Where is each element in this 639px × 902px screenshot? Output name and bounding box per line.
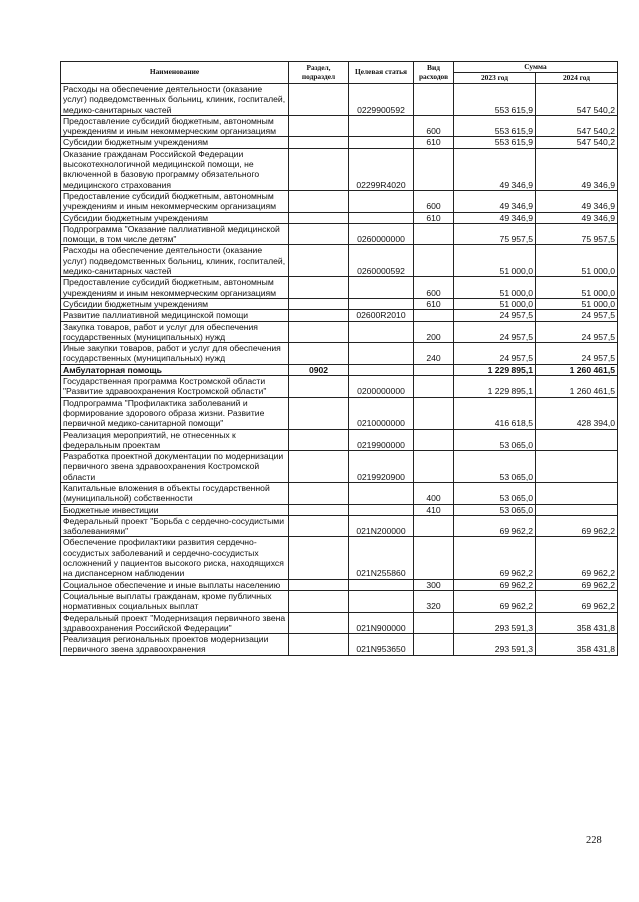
cell-name: Расходы на обеспечение деятельности (оказание услуг) подведомственных больниц, клиник, госпиталей, медико-санитарных частей	[61, 84, 289, 116]
cell-section	[289, 298, 349, 309]
cell-sum-2023: 53 065,0	[454, 429, 536, 451]
cell-sum-2024: 51 000,0	[536, 245, 618, 277]
cell-name: Разработка проектной документации по модернизации первичного звена здравоохранения Костромской области	[61, 451, 289, 483]
cell-name: Капитальные вложения в объекты государственной (муниципальной) собственности	[61, 482, 289, 504]
cell-sum-2024: 69 962,2	[536, 537, 618, 579]
cell-sum-2024: 49 346,9	[536, 190, 618, 212]
cell-section	[289, 537, 349, 579]
cell-kind	[414, 376, 454, 398]
cell-target: 02600R2010	[349, 310, 414, 321]
cell-sum-2024: 547 540,2	[536, 115, 618, 137]
table-row	[61, 376, 618, 398]
table-row	[61, 321, 618, 343]
table-header	[61, 62, 618, 84]
table-row	[61, 223, 618, 245]
cell-name: Реализация региональных проектов модернизации первичного звена здравоохранения	[61, 634, 289, 656]
cell-sum-2024: 51 000,0	[536, 298, 618, 309]
cell-sum-2024: 428 394,0	[536, 397, 618, 429]
cell-kind: 600	[414, 277, 454, 299]
cell-name: Подпрограмма "Профилактика заболеваний и формирование здорового образа жизни. Развитие первичной медико-санитарной помощи"	[61, 397, 289, 429]
cell-sum-2023: 53 065,0	[454, 451, 536, 483]
page-number: 228	[586, 835, 602, 846]
header-kind: Вид расходов	[414, 62, 454, 84]
header-target: Целевая статья	[349, 62, 414, 84]
cell-name: Оказание гражданам Российской Федерации высокотехнологичной медицинской помощи, не включенной в базовую программу обязательного медицинского страхования	[61, 148, 289, 190]
cell-name: Субсидии бюджетным учреждениям	[61, 212, 289, 223]
cell-kind	[414, 245, 454, 277]
table-row	[61, 634, 618, 656]
table-row	[61, 364, 618, 375]
cell-section	[289, 515, 349, 537]
cell-sum-2023: 24 957,5	[454, 343, 536, 365]
cell-target: 021N200000	[349, 515, 414, 537]
table-row	[61, 482, 618, 504]
table-row	[61, 277, 618, 299]
cell-sum-2023: 69 962,2	[454, 590, 536, 612]
table-body	[61, 84, 618, 656]
cell-name: Предоставление субсидий бюджетным, автономным учреждениям и иным некоммерческим организациям	[61, 277, 289, 299]
cell-section	[289, 245, 349, 277]
cell-sum-2024: 49 346,9	[536, 212, 618, 223]
cell-sum-2024	[536, 451, 618, 483]
cell-section	[289, 310, 349, 321]
cell-kind: 600	[414, 190, 454, 212]
cell-sum-2024: 24 957,5	[536, 310, 618, 321]
cell-kind: 300	[414, 579, 454, 590]
cell-kind	[414, 84, 454, 116]
cell-kind: 610	[414, 137, 454, 148]
cell-kind	[414, 634, 454, 656]
cell-sum-2024	[536, 429, 618, 451]
cell-sum-2023: 69 962,2	[454, 515, 536, 537]
cell-sum-2023: 51 000,0	[454, 298, 536, 309]
cell-sum-2024	[536, 482, 618, 504]
header-year-2024: 2024 год	[536, 73, 618, 84]
cell-sum-2023: 49 346,9	[454, 148, 536, 190]
cell-name: Социальное обеспечение и иные выплаты населению	[61, 579, 289, 590]
cell-section	[289, 579, 349, 590]
cell-section	[289, 148, 349, 190]
cell-kind	[414, 429, 454, 451]
cell-sum-2023: 49 346,9	[454, 212, 536, 223]
cell-target: 021N953650	[349, 634, 414, 656]
cell-sum-2024: 547 540,2	[536, 84, 618, 116]
cell-target	[349, 212, 414, 223]
table-row	[61, 245, 618, 277]
cell-sum-2023: 53 065,0	[454, 504, 536, 515]
header-year-2023: 2023 год	[454, 73, 536, 84]
table-row	[61, 137, 618, 148]
cell-kind: 320	[414, 590, 454, 612]
header-sum: Сумма	[454, 62, 618, 73]
table-row	[61, 84, 618, 116]
table-row	[61, 451, 618, 483]
cell-target	[349, 590, 414, 612]
cell-sum-2023: 53 065,0	[454, 482, 536, 504]
cell-sum-2024: 24 957,5	[536, 321, 618, 343]
cell-name: Развитие паллиативной медицинской помощи	[61, 310, 289, 321]
cell-target	[349, 343, 414, 365]
cell-section	[289, 482, 349, 504]
cell-sum-2024: 1 260 461,5	[536, 376, 618, 398]
cell-name: Реализация мероприятий, не отнесенных к федеральным проектам	[61, 429, 289, 451]
cell-name: Закупка товаров, работ и услуг для обеспечения государственных (муниципальных) нужд	[61, 321, 289, 343]
cell-target: 0260000000	[349, 223, 414, 245]
cell-sum-2023: 51 000,0	[454, 245, 536, 277]
cell-sum-2024: 358 431,8	[536, 634, 618, 656]
table-row	[61, 537, 618, 579]
cell-sum-2023: 293 591,3	[454, 612, 536, 634]
cell-kind	[414, 451, 454, 483]
cell-name: Расходы на обеспечение деятельности (оказание услуг) подведомственных больниц, клиник, госпиталей, медико-санитарных частей	[61, 245, 289, 277]
cell-name: Федеральный проект "Борьба с сердечно-сосудистыми заболеваниями"	[61, 515, 289, 537]
cell-section	[289, 612, 349, 634]
table-row	[61, 190, 618, 212]
cell-sum-2023: 553 615,9	[454, 115, 536, 137]
cell-target: 0200000000	[349, 376, 414, 398]
cell-sum-2024: 547 540,2	[536, 137, 618, 148]
table-row	[61, 612, 618, 634]
cell-name: Подпрограмма "Оказание паллиативной медицинской помощи, в том числе детям"	[61, 223, 289, 245]
cell-sum-2024: 69 962,2	[536, 590, 618, 612]
cell-section	[289, 451, 349, 483]
cell-section	[289, 115, 349, 137]
cell-section	[289, 397, 349, 429]
table-row	[61, 212, 618, 223]
cell-target	[349, 482, 414, 504]
cell-section	[289, 84, 349, 116]
cell-name: Государственная программа Костромской области "Развитие здравоохранения Костромской области"	[61, 376, 289, 398]
cell-name: Обеспечение профилактики развития сердечно-сосудистых заболеваний и сердечно-сосудистых осложнений у пациентов высокого риска, находящихся на диспансерном наблюдении	[61, 537, 289, 579]
cell-section	[289, 321, 349, 343]
cell-sum-2024: 1 260 461,5	[536, 364, 618, 375]
header-name: Наименование	[61, 62, 289, 84]
cell-target	[349, 298, 414, 309]
cell-kind	[414, 515, 454, 537]
cell-sum-2023: 24 957,5	[454, 310, 536, 321]
cell-section	[289, 376, 349, 398]
cell-name: Субсидии бюджетным учреждениям	[61, 298, 289, 309]
cell-sum-2023: 24 957,5	[454, 321, 536, 343]
cell-section	[289, 277, 349, 299]
table-row	[61, 397, 618, 429]
cell-sum-2024	[536, 504, 618, 515]
cell-name: Предоставление субсидий бюджетным, автономным учреждениям и иным некоммерческим организациям	[61, 190, 289, 212]
cell-kind	[414, 397, 454, 429]
cell-target: 0260000592	[349, 245, 414, 277]
cell-sum-2024: 358 431,8	[536, 612, 618, 634]
cell-kind: 610	[414, 212, 454, 223]
cell-kind: 400	[414, 482, 454, 504]
cell-sum-2023: 1 229 895,1	[454, 364, 536, 375]
cell-target	[349, 504, 414, 515]
cell-target: 0229900592	[349, 84, 414, 116]
cell-section	[289, 504, 349, 515]
cell-sum-2023: 1 229 895,1	[454, 376, 536, 398]
cell-kind: 240	[414, 343, 454, 365]
cell-target	[349, 115, 414, 137]
cell-target	[349, 137, 414, 148]
cell-section	[289, 343, 349, 365]
cell-kind	[414, 310, 454, 321]
cell-name: Предоставление субсидий бюджетным, автономным учреждениям и иным некоммерческим организациям	[61, 115, 289, 137]
cell-sum-2023: 416 618,5	[454, 397, 536, 429]
cell-sum-2023: 69 962,2	[454, 579, 536, 590]
cell-sum-2024: 49 346,9	[536, 148, 618, 190]
table-row	[61, 429, 618, 451]
cell-sum-2024: 69 962,2	[536, 579, 618, 590]
cell-target	[349, 190, 414, 212]
cell-section	[289, 190, 349, 212]
cell-kind	[414, 148, 454, 190]
cell-kind: 410	[414, 504, 454, 515]
table-row	[61, 515, 618, 537]
cell-name: Социальные выплаты гражданам, кроме публичных нормативных социальных выплат	[61, 590, 289, 612]
table-row	[61, 310, 618, 321]
table-row	[61, 298, 618, 309]
cell-sum-2024: 51 000,0	[536, 277, 618, 299]
cell-kind: 200	[414, 321, 454, 343]
cell-kind	[414, 364, 454, 375]
cell-sum-2023: 51 000,0	[454, 277, 536, 299]
header-section: Раздел, подраздел	[289, 62, 349, 84]
cell-sum-2023: 553 615,9	[454, 84, 536, 116]
table-row	[61, 115, 618, 137]
cell-name: Бюджетные инвестиции	[61, 504, 289, 515]
table-row	[61, 590, 618, 612]
cell-section	[289, 590, 349, 612]
cell-kind: 600	[414, 115, 454, 137]
cell-section	[289, 223, 349, 245]
cell-sum-2023: 75 957,5	[454, 223, 536, 245]
cell-sum-2023: 553 615,9	[454, 137, 536, 148]
cell-target: 0219920900	[349, 451, 414, 483]
cell-sum-2023: 69 962,2	[454, 537, 536, 579]
cell-name: Субсидии бюджетным учреждениям	[61, 137, 289, 148]
cell-name: Амбулаторная помощь	[61, 364, 289, 375]
cell-section	[289, 634, 349, 656]
cell-target	[349, 277, 414, 299]
cell-sum-2023: 49 346,9	[454, 190, 536, 212]
table-row	[61, 343, 618, 365]
cell-kind	[414, 223, 454, 245]
cell-target: 021N255860	[349, 537, 414, 579]
cell-target: 02299R4020	[349, 148, 414, 190]
cell-sum-2024: 75 957,5	[536, 223, 618, 245]
cell-sum-2024: 69 962,2	[536, 515, 618, 537]
cell-target	[349, 364, 414, 375]
table-row	[61, 579, 618, 590]
cell-section	[289, 212, 349, 223]
table-row	[61, 148, 618, 190]
cell-kind	[414, 612, 454, 634]
cell-target	[349, 579, 414, 590]
cell-name: Иные закупки товаров, работ и услуг для обеспечения государственных (муниципальных) нужд	[61, 343, 289, 365]
cell-target: 0210000000	[349, 397, 414, 429]
cell-target: 021N900000	[349, 612, 414, 634]
cell-target	[349, 321, 414, 343]
cell-section: 0902	[289, 364, 349, 375]
cell-sum-2024: 24 957,5	[536, 343, 618, 365]
cell-target: 0219900000	[349, 429, 414, 451]
cell-section	[289, 429, 349, 451]
cell-kind	[414, 537, 454, 579]
table-row	[61, 504, 618, 515]
cell-name: Федеральный проект "Модернизация первичного звена здравоохранения Российской Федерации"	[61, 612, 289, 634]
cell-sum-2023: 293 591,3	[454, 634, 536, 656]
budget-table	[60, 61, 618, 656]
cell-kind: 610	[414, 298, 454, 309]
cell-section	[289, 137, 349, 148]
